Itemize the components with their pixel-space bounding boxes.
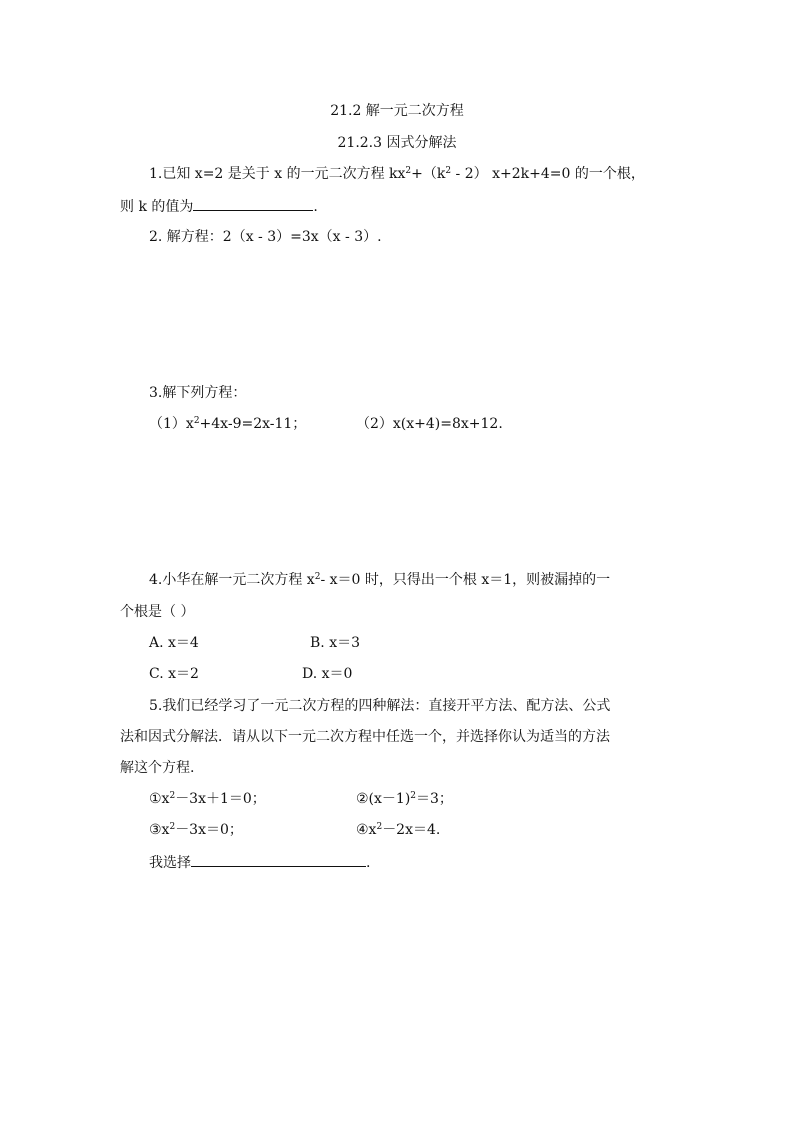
q5-line3: 解这个方程. [120, 760, 195, 776]
subsection-title: 21.2.3 因式分解法 [337, 135, 457, 151]
q4-line1: 4.小华在解一元二次方程 $x^2-$ x＝0 时，只得出一个根 x＝1，则被漏掉的一 [149, 572, 611, 588]
q4-line2: 个根是（ ） [120, 604, 195, 620]
q5-eq1: $①x^2-3x+1=0$； [149, 791, 266, 807]
q1-line1: 1.已知 x=2 是关于 x 的一元二次方程 $kx^2+(k^2 - 2)$ x+2k+4=0 的一个根， [149, 166, 645, 182]
q4-option-c[interactable]: C. x＝2 [149, 666, 199, 682]
q2-text: 2. 解方程：2（x - 3）=3x（x - 3）. [149, 229, 382, 245]
q4-option-b[interactable]: B. x＝3 [310, 635, 360, 651]
q3-part2: （2）x(x+4)=8x+12. [356, 416, 503, 432]
q5-line2: 法和因式分解法．请从以下一元二次方程中任选一个，并选择你认为适当的方法 [120, 729, 610, 745]
q4-option-a[interactable]: A. x＝4 [149, 635, 199, 651]
q1-answer-blank[interactable] [193, 196, 313, 211]
q5-eq3: $③x^2-3x=0$； [149, 822, 243, 838]
q3-title: 3.解下列方程： [149, 385, 247, 401]
q5-eq2: $②(x-1)^2=3$； [356, 791, 453, 807]
section-title: 21.2 解一元二次方程 [330, 103, 464, 119]
q1-line2: 则 k 的值为 . [120, 196, 318, 217]
q5-line1: 5.我们已经学习了一元二次方程的四种解法：直接开平方法、配方法、公式 [149, 698, 611, 714]
q3-part1: $(1)x^2+4x-9=2x-11$； [149, 416, 307, 432]
q5-choice-blank[interactable] [191, 852, 366, 867]
q4-option-d[interactable]: D. x＝0 [302, 666, 353, 682]
q5-choose-line: 我选择 . [149, 852, 370, 873]
q5-eq4: $④x^2-2x=4$. [356, 822, 441, 838]
